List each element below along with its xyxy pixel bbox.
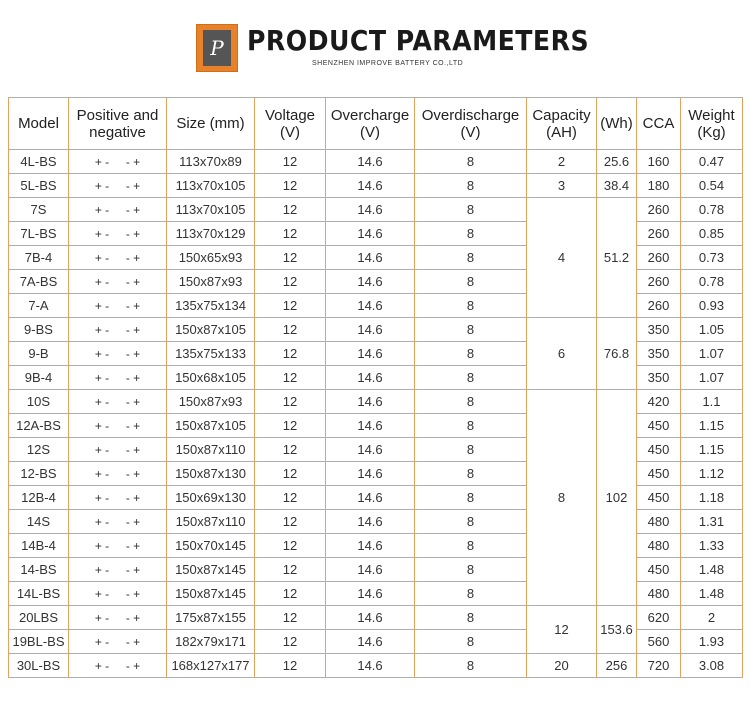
cell-overdischarge: 8 [415, 486, 527, 510]
header-line: Size (mm) [176, 115, 245, 132]
cell-overdischarge: 8 [415, 606, 527, 630]
cell-voltage: 12 [255, 582, 326, 606]
cell-model: 14L-BS [9, 582, 69, 606]
cell-model: 19BL-BS [9, 630, 69, 654]
table-row [9, 318, 743, 342]
cell-voltage: 12 [255, 558, 326, 582]
cell-voltage: 12 [255, 270, 326, 294]
cell-size: 150x68x105 [167, 366, 255, 390]
cell-wh: 256 [597, 654, 637, 678]
cell-overdischarge: 8 [415, 150, 527, 174]
cell-size: 150x87x93 [167, 390, 255, 414]
cell-size: 150x87x130 [167, 462, 255, 486]
cell-model: 14B-4 [9, 534, 69, 558]
cell-overcharge: 14.6 [326, 438, 415, 462]
cell-overcharge: 14.6 [326, 414, 415, 438]
cell-weight: 0.93 [681, 294, 743, 318]
cell-weight: 1.33 [681, 534, 743, 558]
cell-voltage: 12 [255, 222, 326, 246]
cell-overcharge: 14.6 [326, 150, 415, 174]
cell-model: 20LBS [9, 606, 69, 630]
cell-size: 135x75x133 [167, 342, 255, 366]
cell-weight: 1.07 [681, 342, 743, 366]
cell-cca: 160 [637, 150, 681, 174]
cell-pn: + - - + [69, 342, 167, 366]
cell-weight: 0.54 [681, 174, 743, 198]
cell-overdischarge: 8 [415, 510, 527, 534]
cell-weight: 1.15 [681, 414, 743, 438]
cell-size: 150x87x93 [167, 270, 255, 294]
cell-model: 12A-BS [9, 414, 69, 438]
cell-model: 12-BS [9, 462, 69, 486]
cell-cca: 480 [637, 510, 681, 534]
header-overcharge [326, 98, 415, 150]
cell-model: 9B-4 [9, 366, 69, 390]
cell-size: 182x79x171 [167, 630, 255, 654]
company-subtitle: SHENZHEN IMPROVE BATTERY CO.,LTD [312, 60, 464, 67]
cell-cca: 260 [637, 222, 681, 246]
cell-model: 30L-BS [9, 654, 69, 678]
table-row [9, 174, 743, 198]
cell-cca: 260 [637, 294, 681, 318]
cell-overcharge: 14.6 [326, 462, 415, 486]
cell-cca: 620 [637, 606, 681, 630]
logo-inner-square [203, 30, 231, 66]
cell-voltage: 12 [255, 654, 326, 678]
cell-capacity: 6 [527, 318, 597, 390]
header-overdischarge [415, 98, 527, 150]
cell-pn: + - - + [69, 462, 167, 486]
cell-model: 10S [9, 390, 69, 414]
cell-overcharge: 14.6 [326, 390, 415, 414]
cell-voltage: 12 [255, 630, 326, 654]
header-cca [637, 98, 681, 150]
cell-size: 150x87x110 [167, 438, 255, 462]
cell-cca: 260 [637, 246, 681, 270]
cell-voltage: 12 [255, 414, 326, 438]
cell-cca: 480 [637, 582, 681, 606]
cell-size: 175x87x155 [167, 606, 255, 630]
cell-overdischarge: 8 [415, 294, 527, 318]
cell-cca: 450 [637, 414, 681, 438]
cell-overdischarge: 8 [415, 222, 527, 246]
cell-cca: 350 [637, 366, 681, 390]
cell-cca: 260 [637, 270, 681, 294]
cell-capacity: 4 [527, 198, 597, 318]
cell-pn: + - - + [69, 606, 167, 630]
header-line: Model [18, 115, 59, 132]
cell-pn: + - - + [69, 510, 167, 534]
cell-voltage: 12 [255, 438, 326, 462]
cell-pn: + - - + [69, 486, 167, 510]
cell-weight: 0.85 [681, 222, 743, 246]
cell-overdischarge: 8 [415, 246, 527, 270]
cell-size: 150x87x145 [167, 582, 255, 606]
header-line: (V) [280, 123, 300, 141]
cell-weight: 0.78 [681, 198, 743, 222]
cell-pn: + - - + [69, 534, 167, 558]
cell-size: 168x127x177 [167, 654, 255, 678]
cell-overdischarge: 8 [415, 174, 527, 198]
header-line: (AH) [546, 123, 577, 141]
cell-cca: 450 [637, 486, 681, 510]
cell-pn: + - - + [69, 174, 167, 198]
cell-size: 113x70x105 [167, 198, 255, 222]
cell-wh: 38.4 [597, 174, 637, 198]
cell-cca: 450 [637, 462, 681, 486]
header-line: Capacity [532, 106, 591, 124]
cell-cca: 480 [637, 534, 681, 558]
cell-pn: + - - + [69, 222, 167, 246]
cell-overcharge: 14.6 [326, 486, 415, 510]
cell-pn: + - - + [69, 318, 167, 342]
cell-weight: 0.78 [681, 270, 743, 294]
cell-voltage: 12 [255, 198, 326, 222]
cell-pn: + - - + [69, 654, 167, 678]
cell-overcharge: 14.6 [326, 366, 415, 390]
cell-pn: + - - + [69, 390, 167, 414]
header-line: Positive and [76, 106, 159, 124]
header-model [9, 98, 69, 150]
cell-weight: 1.07 [681, 366, 743, 390]
cell-weight: 1.48 [681, 558, 743, 582]
cell-capacity: 20 [527, 654, 597, 678]
cell-voltage: 12 [255, 294, 326, 318]
cell-overcharge: 14.6 [326, 318, 415, 342]
cell-overcharge: 14.6 [326, 558, 415, 582]
cell-pn: + - - + [69, 366, 167, 390]
cell-wh: 76.8 [597, 318, 637, 390]
cell-voltage: 12 [255, 486, 326, 510]
cell-capacity: 2 [527, 150, 597, 174]
cell-model: 7A-BS [9, 270, 69, 294]
cell-overdischarge: 8 [415, 366, 527, 390]
cell-cca: 720 [637, 654, 681, 678]
cell-size: 113x70x89 [167, 150, 255, 174]
cell-size: 150x87x110 [167, 510, 255, 534]
cell-voltage: 12 [255, 606, 326, 630]
header-weight [681, 98, 743, 150]
header-voltage [255, 98, 326, 150]
header-line: Overdischarge [421, 106, 520, 124]
cell-weight: 1.15 [681, 438, 743, 462]
cell-overcharge: 14.6 [326, 270, 415, 294]
cell-pn: + - - + [69, 198, 167, 222]
cell-overcharge: 14.6 [326, 582, 415, 606]
cell-weight: 2 [681, 606, 743, 630]
cell-voltage: 12 [255, 462, 326, 486]
brand-logo [196, 24, 238, 72]
cell-overdischarge: 8 [415, 438, 527, 462]
cell-size: 150x87x105 [167, 318, 255, 342]
cell-size: 150x69x130 [167, 486, 255, 510]
cell-wh: 102 [597, 390, 637, 606]
cell-overdischarge: 8 [415, 342, 527, 366]
header-line: CCA [642, 115, 675, 132]
cell-wh: 25.6 [597, 150, 637, 174]
cell-model: 7S [9, 198, 69, 222]
cell-model: 9-BS [9, 318, 69, 342]
cell-pn: + - - + [69, 558, 167, 582]
table-row [9, 198, 743, 222]
cell-cca: 560 [637, 630, 681, 654]
table-header [9, 98, 743, 150]
cell-capacity: 3 [527, 174, 597, 198]
cell-weight: 0.73 [681, 246, 743, 270]
page-title: PRODUCT PARAMETERS [247, 24, 590, 57]
cell-voltage: 12 [255, 150, 326, 174]
cell-overcharge: 14.6 [326, 342, 415, 366]
cell-overcharge: 14.6 [326, 294, 415, 318]
cell-size: 150x87x145 [167, 558, 255, 582]
cell-overdischarge: 8 [415, 654, 527, 678]
cell-pn: + - - + [69, 438, 167, 462]
cell-overdischarge: 8 [415, 582, 527, 606]
cell-cca: 450 [637, 558, 681, 582]
cell-pn: + - - + [69, 270, 167, 294]
cell-pn: + - - + [69, 414, 167, 438]
cell-pn: + - - + [69, 246, 167, 270]
cell-cca: 350 [637, 342, 681, 366]
cell-overdischarge: 8 [415, 390, 527, 414]
cell-overcharge: 14.6 [326, 222, 415, 246]
cell-overcharge: 14.6 [326, 630, 415, 654]
header-row [9, 98, 743, 150]
cell-wh: 153.6 [597, 606, 637, 654]
cell-size: 135x75x134 [167, 294, 255, 318]
header-line: (V) [460, 123, 481, 141]
cell-cca: 180 [637, 174, 681, 198]
header-line: Overcharge [330, 106, 410, 124]
table-body [9, 150, 743, 678]
parameters-table [8, 97, 743, 678]
table-row [9, 654, 743, 678]
cell-weight: 1.18 [681, 486, 743, 510]
cell-weight: 3.08 [681, 654, 743, 678]
header-line: (V) [360, 123, 380, 141]
logo-letter: P [210, 36, 224, 60]
cell-model: 5L-BS [9, 174, 69, 198]
cell-overdischarge: 8 [415, 630, 527, 654]
cell-voltage: 12 [255, 174, 326, 198]
cell-model: 14-BS [9, 558, 69, 582]
table-row [9, 606, 743, 630]
cell-wh: 51.2 [597, 198, 637, 318]
cell-weight: 1.1 [681, 390, 743, 414]
cell-model: 12B-4 [9, 486, 69, 510]
cell-size: 113x70x105 [167, 174, 255, 198]
cell-cca: 450 [637, 438, 681, 462]
cell-overcharge: 14.6 [326, 606, 415, 630]
cell-overcharge: 14.6 [326, 534, 415, 558]
header-line: negative [89, 123, 146, 141]
cell-cca: 350 [637, 318, 681, 342]
cell-model: 7L-BS [9, 222, 69, 246]
cell-capacity: 8 [527, 390, 597, 606]
cell-size: 150x65x93 [167, 246, 255, 270]
cell-pn: + - - + [69, 294, 167, 318]
header-line: (Wh) [600, 115, 633, 132]
header-size [167, 98, 255, 150]
cell-model: 14S [9, 510, 69, 534]
cell-model: 7B-4 [9, 246, 69, 270]
header-line: Weight [688, 106, 735, 124]
cell-weight: 1.12 [681, 462, 743, 486]
cell-voltage: 12 [255, 534, 326, 558]
cell-overdischarge: 8 [415, 198, 527, 222]
cell-overdischarge: 8 [415, 318, 527, 342]
cell-overdischarge: 8 [415, 558, 527, 582]
cell-voltage: 12 [255, 366, 326, 390]
cell-overcharge: 14.6 [326, 246, 415, 270]
cell-overdischarge: 8 [415, 270, 527, 294]
cell-overdischarge: 8 [415, 462, 527, 486]
header-capacity [527, 98, 597, 150]
cell-pn: + - - + [69, 150, 167, 174]
cell-weight: 1.48 [681, 582, 743, 606]
cell-cca: 260 [637, 198, 681, 222]
header-positive-negative [69, 98, 167, 150]
cell-voltage: 12 [255, 246, 326, 270]
cell-weight: 1.31 [681, 510, 743, 534]
cell-voltage: 12 [255, 342, 326, 366]
cell-overcharge: 14.6 [326, 654, 415, 678]
cell-voltage: 12 [255, 510, 326, 534]
cell-overcharge: 14.6 [326, 198, 415, 222]
cell-size: 150x87x105 [167, 414, 255, 438]
cell-voltage: 12 [255, 390, 326, 414]
cell-cca: 420 [637, 390, 681, 414]
cell-size: 113x70x129 [167, 222, 255, 246]
header-wh [597, 98, 637, 150]
cell-weight: 1.93 [681, 630, 743, 654]
cell-overcharge: 14.6 [326, 174, 415, 198]
table-row [9, 150, 743, 174]
header-line: (Kg) [697, 123, 726, 141]
cell-model: 9-B [9, 342, 69, 366]
cell-model: 7-A [9, 294, 69, 318]
cell-pn: + - - + [69, 582, 167, 606]
cell-voltage: 12 [255, 318, 326, 342]
cell-pn: + - - + [69, 630, 167, 654]
cell-capacity: 12 [527, 606, 597, 654]
cell-model: 12S [9, 438, 69, 462]
cell-weight: 0.47 [681, 150, 743, 174]
cell-overcharge: 14.6 [326, 510, 415, 534]
cell-weight: 1.05 [681, 318, 743, 342]
table-row [9, 390, 743, 414]
cell-overdischarge: 8 [415, 534, 527, 558]
cell-overdischarge: 8 [415, 414, 527, 438]
header-line: Voltage [264, 106, 316, 124]
cell-model: 4L-BS [9, 150, 69, 174]
cell-size: 150x70x145 [167, 534, 255, 558]
